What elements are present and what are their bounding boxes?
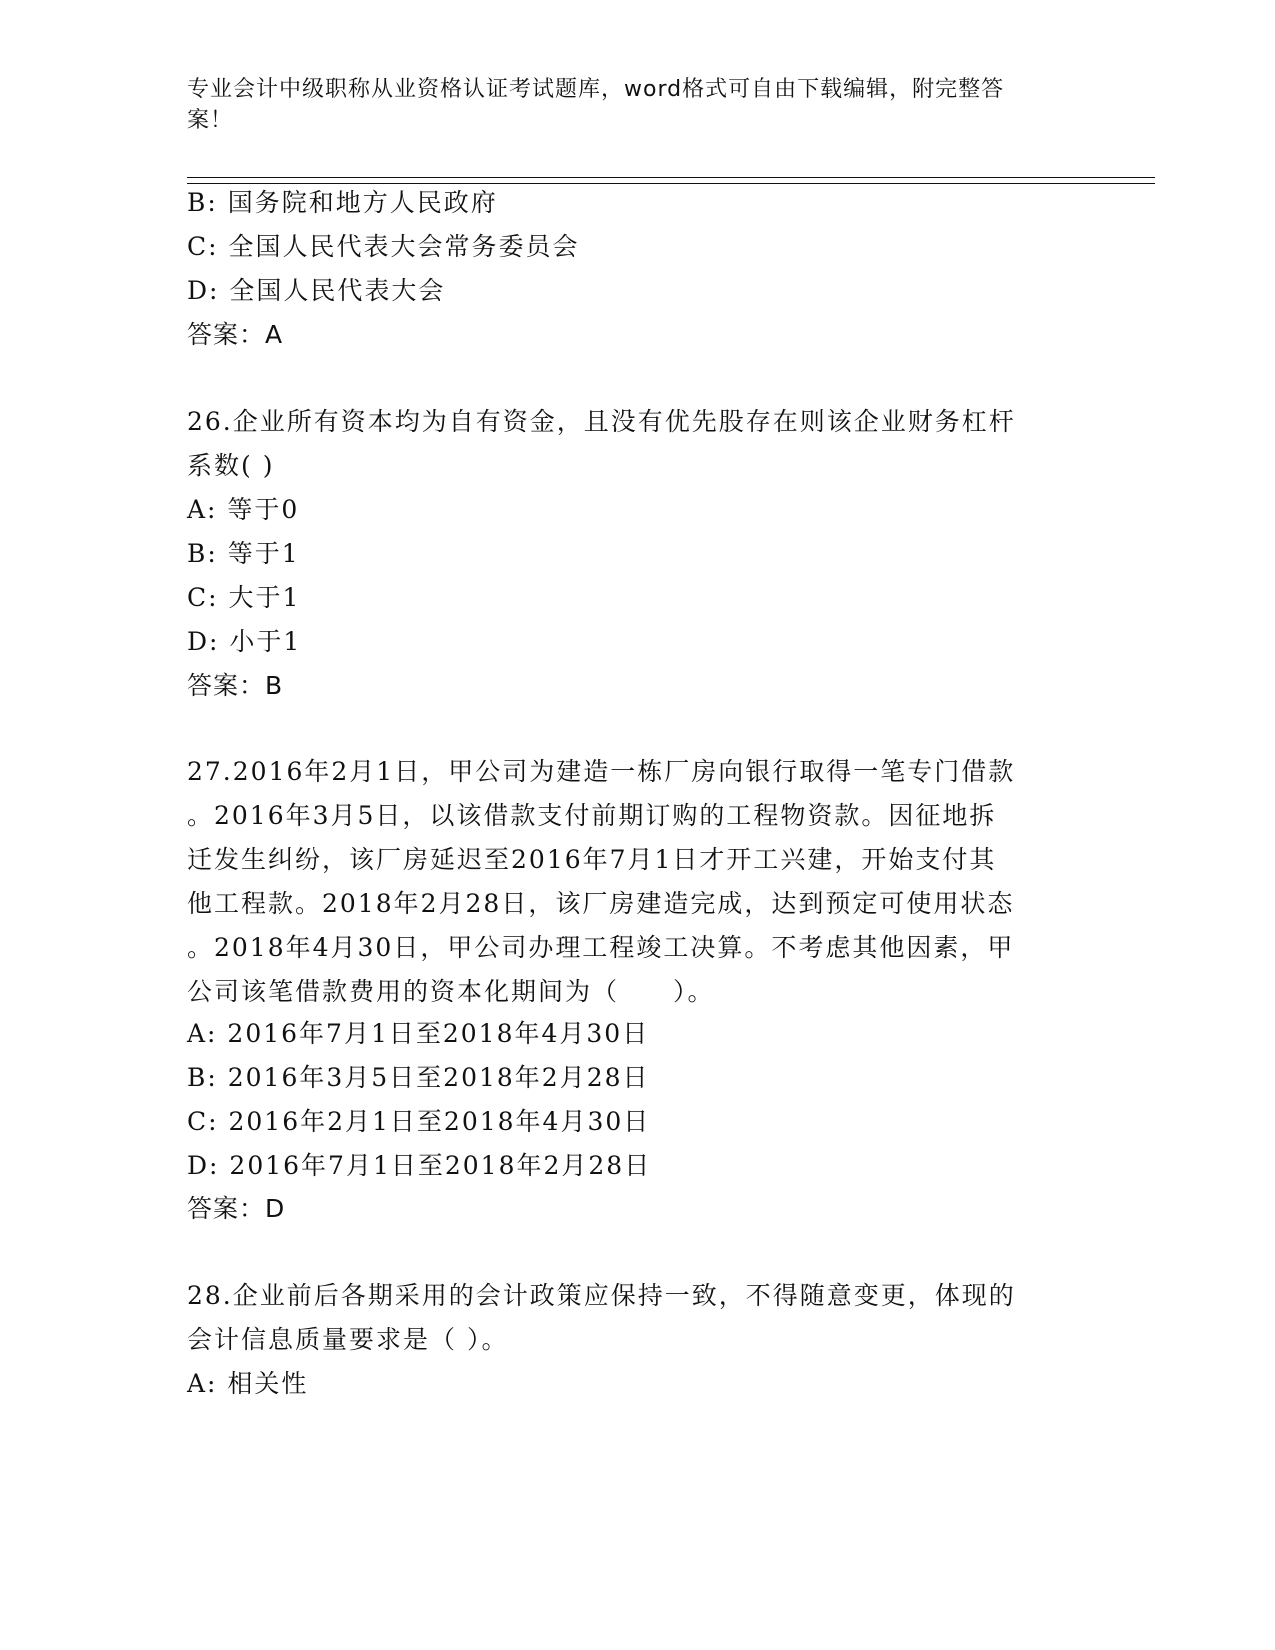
q26-stem-line-1: 26.企业所有资本均为自有资金，且没有优先股存在则该企业财务杠杆 xyxy=(187,407,1016,436)
q26-option-d: D: 小于1 xyxy=(187,627,302,656)
q28-stem-line-2: 会计信息质量要求是（ ）。 xyxy=(187,1325,509,1354)
q25-answer: 答案：A xyxy=(187,320,284,349)
header-divider-top xyxy=(187,177,1155,178)
q25-option-d: D: 全国人民代表大会 xyxy=(187,276,446,305)
q28-stem-line-1: 28.企业前后各期采用的会计政策应保持一致，不得随意变更，体现的 xyxy=(187,1281,1016,1310)
q26-option-b: B: 等于1 xyxy=(187,539,300,568)
q27-stem-line-4: 他工程款。2018年2月28日，该厂房建造完成，达到预定可使用状态 xyxy=(187,889,1015,918)
q25-option-c: C: 全国人民代表大会常务委员会 xyxy=(187,232,580,261)
q27-stem-line-2: 。2016年3月5日，以该借款支付前期订购的工程物资款。因征地拆 xyxy=(187,801,997,830)
q27-answer: 答案：D xyxy=(187,1194,286,1223)
q27-option-d: D: 2016年7月1日至2018年2月28日 xyxy=(187,1151,652,1180)
q26-option-a: A: 等于0 xyxy=(187,495,300,524)
header-line-2: 案！ xyxy=(187,108,234,133)
q28-option-a: A: 相关性 xyxy=(187,1369,309,1398)
q25-option-b: B: 国务院和地方人民政府 xyxy=(187,188,498,217)
q26-option-c: C: 大于1 xyxy=(187,583,301,612)
q27-stem-line-1: 27.2016年2月1日，甲公司为建造一栋厂房向银行取得一笔专门借款 xyxy=(187,757,1016,786)
header-line-1: 专业会计中级职称从业资格认证考试题库，word格式可自由下载编辑，附完整答 xyxy=(187,77,1005,102)
q27-option-a: A: 2016年7月1日至2018年4月30日 xyxy=(187,1019,650,1048)
header-divider-bottom xyxy=(187,183,1155,184)
q27-stem-line-6: 公司该笔借款费用的资本化期间为（ ）。 xyxy=(187,977,715,1006)
q26-stem-line-2: 系数( ) xyxy=(187,451,275,480)
q27-stem-line-3: 迁发生纠纷，该厂房延迟至2016年7月1日才开工兴建，开始支付其 xyxy=(187,845,997,874)
q27-stem-line-5: 。2018年4月30日，甲公司办理工程竣工决算。不考虑其他因素，甲 xyxy=(187,933,1015,962)
document-header xyxy=(187,74,1067,136)
q26-answer: 答案：B xyxy=(187,671,284,700)
q27-option-c: C: 2016年2月1日至2018年4月30日 xyxy=(187,1107,651,1136)
q27-option-b: B: 2016年3月5日至2018年2月28日 xyxy=(187,1063,650,1092)
